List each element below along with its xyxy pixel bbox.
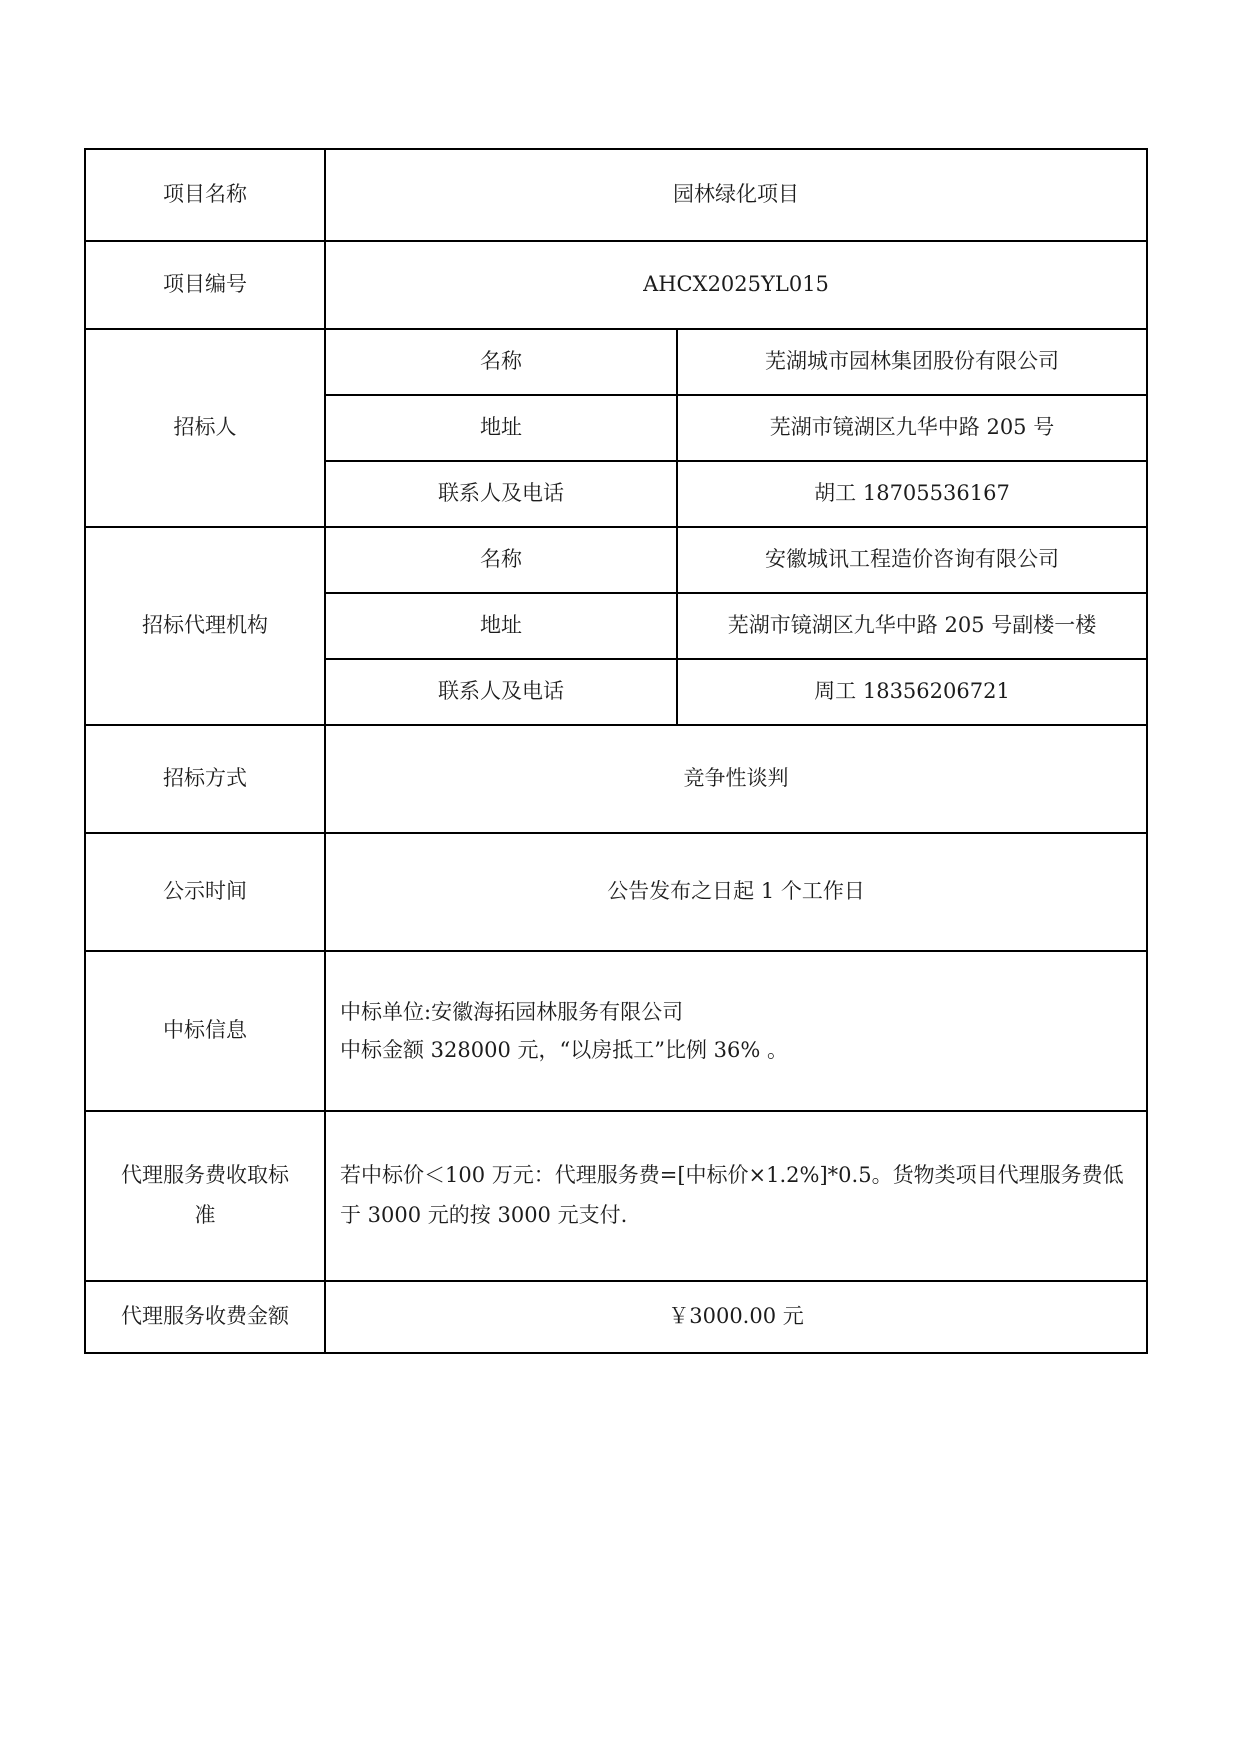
fee-amount-label: 代理服务收费金额 <box>85 1281 325 1353</box>
tenderer-name-value: 芜湖城市园林集团股份有限公司 <box>677 329 1147 395</box>
tender-method-value: 竞争性谈判 <box>325 725 1147 833</box>
agency-name-value: 安徽城讯工程造价咨询有限公司 <box>677 527 1147 593</box>
table-row <box>85 1281 1147 1353</box>
tenderer-address-value: 芜湖市镜湖区九华中路 205 号 <box>677 395 1147 461</box>
fee-amount-value: ￥3000.00 元 <box>325 1281 1147 1353</box>
tenderer-contact-label: 联系人及电话 <box>325 461 677 527</box>
table-row <box>85 149 1147 241</box>
award-winner-line: 中标单位:安徽海拓园林服务有限公司 <box>340 1000 684 1024</box>
tender-result-table <box>84 148 1148 1354</box>
tender-method-label: 招标方式 <box>85 725 325 833</box>
fee-standard-label: 代理服务费收取标准 <box>85 1111 325 1281</box>
table-row <box>85 241 1147 329</box>
agency-contact-value: 周工 18356206721 <box>677 659 1147 725</box>
table-row <box>85 329 1147 395</box>
table-row <box>85 1111 1147 1281</box>
table-row <box>85 951 1147 1111</box>
publicity-time-label: 公示时间 <box>85 833 325 951</box>
tenderer-name-label: 名称 <box>325 329 677 395</box>
agency-name-label: 名称 <box>325 527 677 593</box>
table-row <box>85 833 1147 951</box>
project-name-value: 园林绿化项目 <box>325 149 1147 241</box>
fee-standard-value: 若中标价＜100 万元：代理服务费=[中标价×1.2%]*0.5。货物类项目代理服务费低于 3000 元的按 3000 元支付. <box>325 1111 1147 1281</box>
agency-contact-label: 联系人及电话 <box>325 659 677 725</box>
agency-address-label: 地址 <box>325 593 677 659</box>
tenderer-label: 招标人 <box>85 329 325 527</box>
award-info-value <box>325 951 1147 1111</box>
tenderer-contact-value: 胡工 18705536167 <box>677 461 1147 527</box>
project-number-label: 项目编号 <box>85 241 325 329</box>
agency-label: 招标代理机构 <box>85 527 325 725</box>
publicity-time-value: 公告发布之日起 1 个工作日 <box>325 833 1147 951</box>
project-name-label: 项目名称 <box>85 149 325 241</box>
award-amount-line: 中标金额 328000 元，“以房抵工”比例 36% 。 <box>340 1038 789 1062</box>
award-info-label: 中标信息 <box>85 951 325 1111</box>
project-number-value: AHCX2025YL015 <box>325 241 1147 329</box>
table-row <box>85 527 1147 593</box>
table-row <box>85 725 1147 833</box>
tenderer-address-label: 地址 <box>325 395 677 461</box>
agency-address-value: 芜湖市镜湖区九华中路 205 号副楼一楼 <box>677 593 1147 659</box>
